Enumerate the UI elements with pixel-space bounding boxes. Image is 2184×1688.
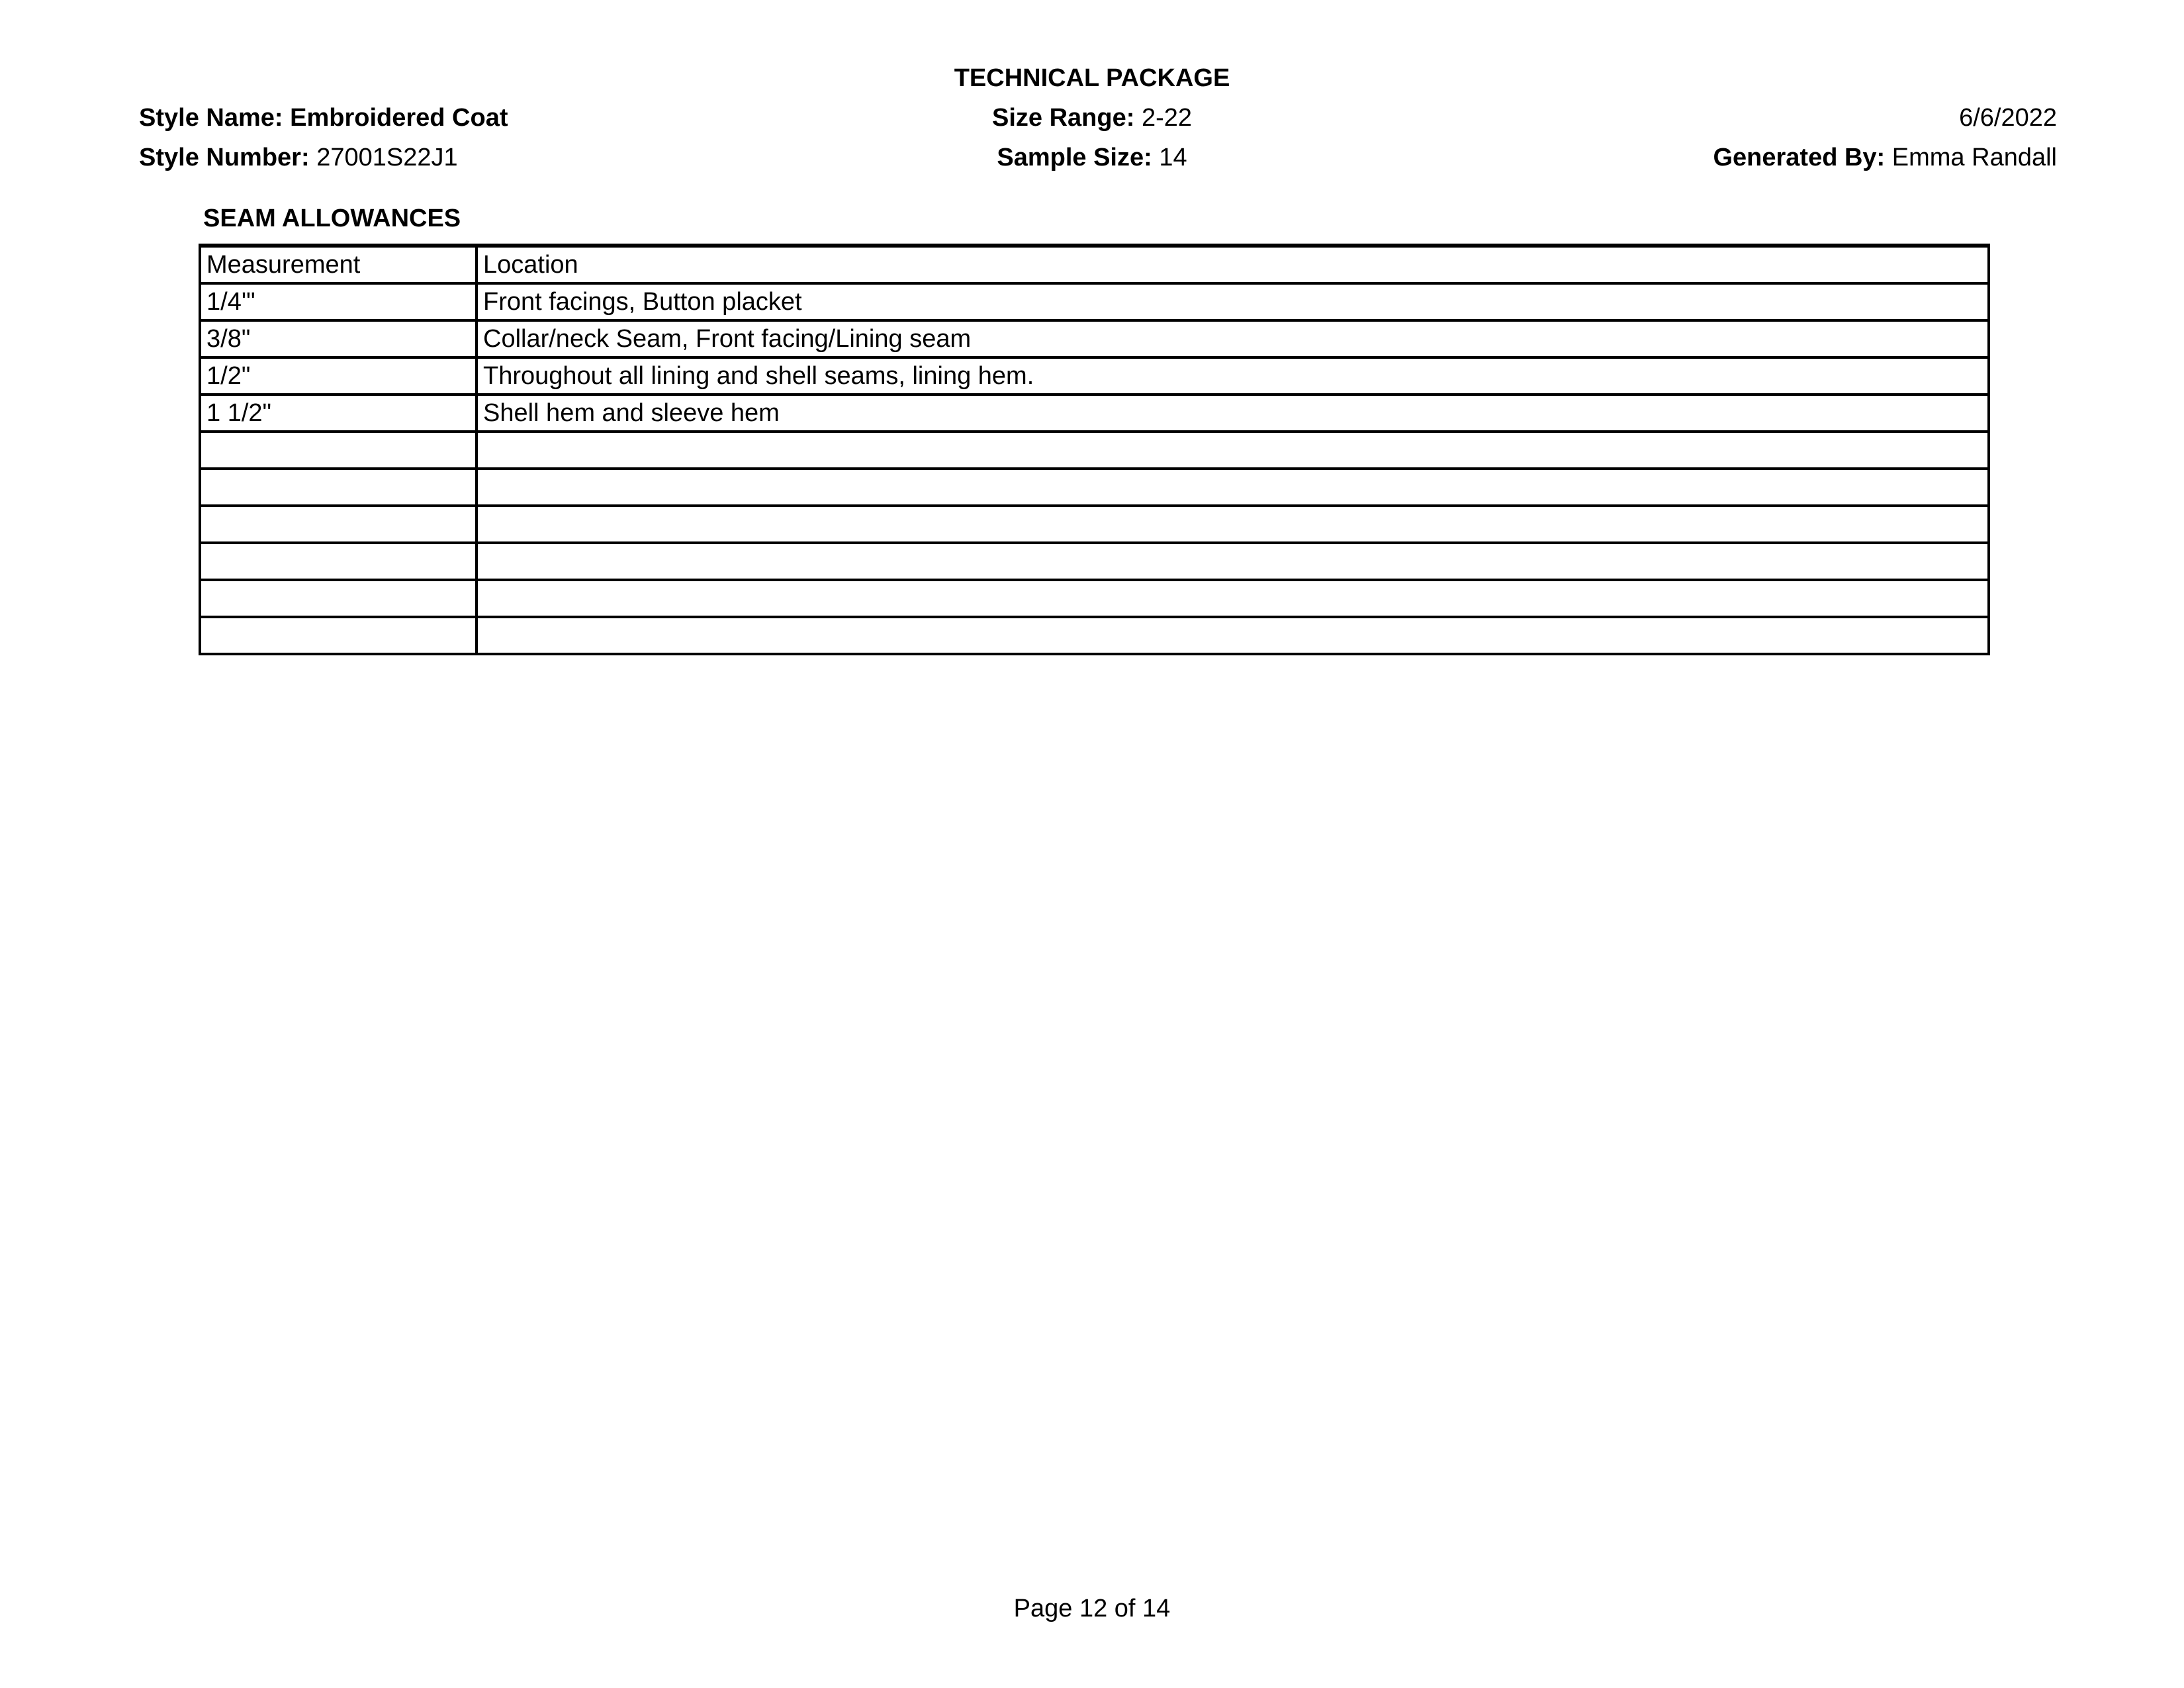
style-number-label: Style Number: — [139, 144, 310, 171]
location-cell: Throughout all lining and shell seams, lining hem. — [477, 357, 1989, 395]
table-row — [200, 506, 1989, 543]
measurement-cell — [200, 469, 477, 506]
table-row — [200, 395, 1989, 432]
measurement-cell — [200, 506, 477, 543]
size-range-line — [827, 98, 1357, 138]
measurement-cell: 3/8" — [200, 320, 477, 357]
measurement-cell — [200, 432, 477, 469]
table-row — [200, 543, 1989, 580]
style-number-value: 27001S22J1 — [316, 144, 458, 171]
location-cell — [477, 469, 1989, 506]
column-header-measurement: Measurement — [200, 246, 477, 283]
measurement-cell: 1 1/2" — [200, 395, 477, 432]
date-line — [1713, 98, 2057, 138]
table-row — [200, 432, 1989, 469]
location-cell — [477, 580, 1989, 617]
generated-by-line — [1713, 138, 2057, 177]
table-row — [200, 357, 1989, 395]
header-right — [1713, 98, 2057, 177]
table-row — [200, 617, 1989, 654]
location-cell — [477, 506, 1989, 543]
table-row — [200, 580, 1989, 617]
document-date: 6/6/2022 — [1959, 104, 2057, 132]
style-name-value: Embroidered Coat — [290, 104, 508, 132]
size-range-value: 2-22 — [1141, 104, 1192, 132]
table-header-row — [200, 246, 1989, 283]
size-range-label: Size Range: — [991, 104, 1135, 132]
header-center — [827, 58, 1357, 177]
table-row — [200, 283, 1989, 320]
location-cell: Front facings, Button placket — [477, 283, 1989, 320]
measurement-cell: 1/4'" — [200, 283, 477, 320]
seam-allowances-table — [199, 244, 1990, 655]
style-name-line — [139, 98, 508, 138]
location-cell — [477, 432, 1989, 469]
location-cell: Shell hem and sleeve hem — [477, 395, 1989, 432]
header-left — [139, 98, 508, 177]
page-number: Page 12 of 14 — [1013, 1595, 1171, 1622]
location-cell: Collar/neck Seam, Front facing/Lining seam — [477, 320, 1989, 357]
measurement-cell — [200, 617, 477, 654]
measurement-cell: 1/2" — [200, 357, 477, 395]
sample-size-label: Sample Size: — [997, 144, 1152, 171]
style-name-label: Style Name: — [139, 104, 283, 132]
document-title: TECHNICAL PACKAGE — [954, 64, 1230, 92]
sample-size-line — [827, 138, 1357, 177]
location-cell — [477, 617, 1989, 654]
sample-size-value: 14 — [1159, 144, 1187, 171]
column-header-location: Location — [477, 246, 1989, 283]
generated-by-label: Generated By: — [1713, 144, 1886, 171]
measurement-cell — [200, 580, 477, 617]
style-number-line — [139, 138, 508, 177]
table-row — [200, 469, 1989, 506]
section-title: SEAM ALLOWANCES — [203, 205, 461, 232]
measurement-cell — [200, 543, 477, 580]
location-cell — [477, 543, 1989, 580]
table-row — [200, 320, 1989, 357]
generated-by-value: Emma Randall — [1891, 144, 2057, 171]
document-title-line — [827, 58, 1357, 98]
